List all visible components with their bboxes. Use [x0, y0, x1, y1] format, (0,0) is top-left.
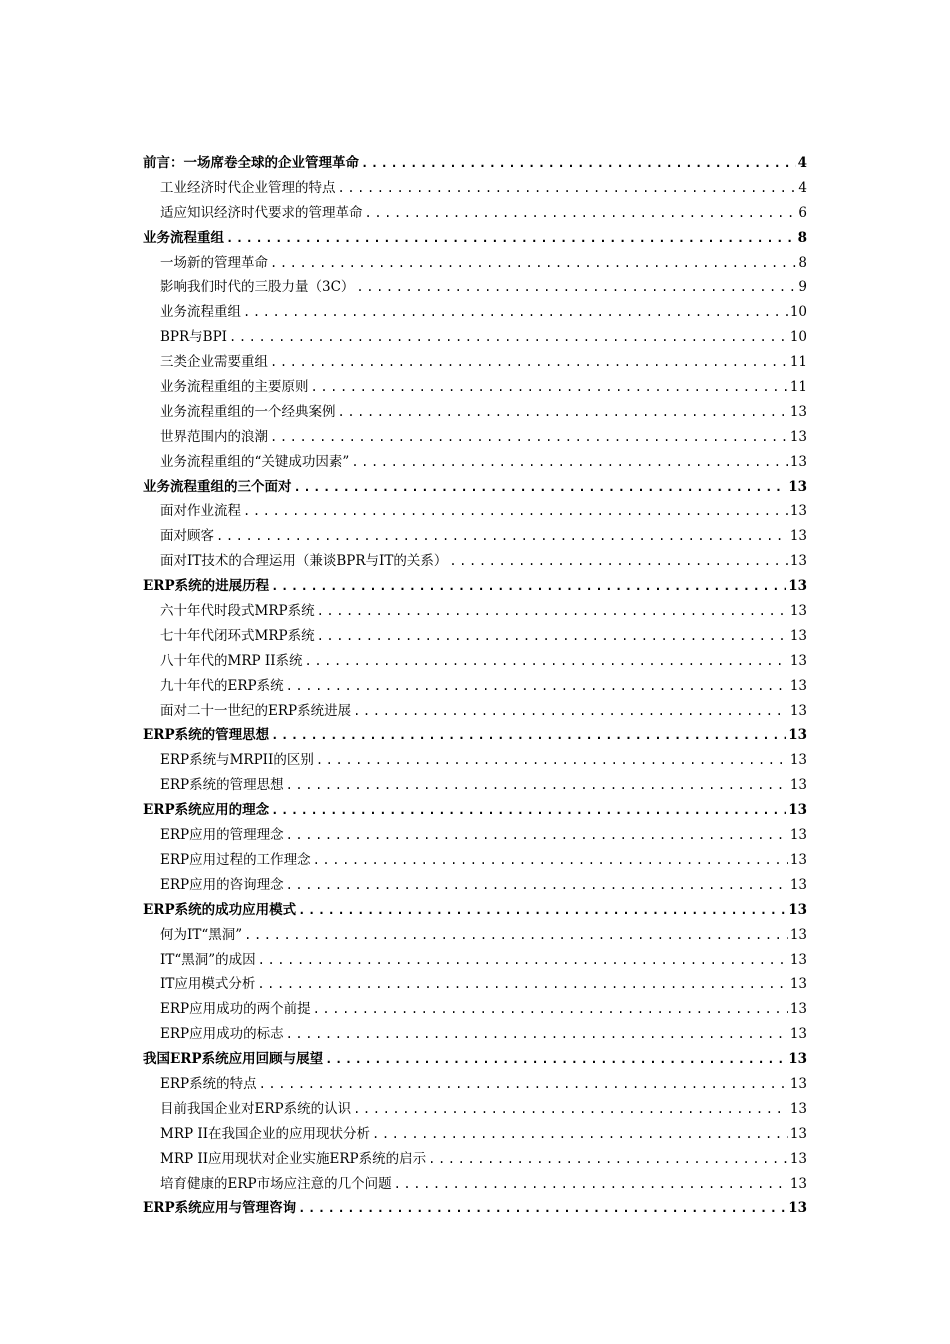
- toc-section-entry[interactable]: [143, 1172, 807, 1197]
- toc-entry-title: 面对顾客: [160, 528, 214, 545]
- toc-dot-leader: [353, 1097, 788, 1122]
- toc-page-number: 4: [797, 155, 807, 171]
- toc-section-entry[interactable]: [143, 1147, 807, 1172]
- toc-entry-title: 三类企业需要重组: [160, 354, 268, 371]
- toc-entry-title: ERP系统应用与管理咨询: [143, 1200, 297, 1217]
- toc-section-entry[interactable]: [143, 300, 807, 325]
- toc-entry-title: ERP应用成功的标志: [160, 1026, 284, 1043]
- toc-page-number: 13: [789, 827, 807, 844]
- toc-dot-leader: [313, 848, 788, 873]
- toc-page-number: 13: [789, 652, 807, 669]
- toc-page-number: 13: [789, 1125, 807, 1142]
- toc-dot-leader: [270, 350, 788, 375]
- toc-page-number: 4: [798, 179, 807, 196]
- toc-entry-title: ERP应用过程的工作理念: [160, 851, 311, 868]
- toc-chapter-entry[interactable]: [143, 151, 807, 176]
- toc-dot-leader: [317, 599, 788, 624]
- toc-dot-leader: [216, 524, 788, 549]
- toc-dot-leader: [325, 1047, 786, 1072]
- toc-entry-title: ERP系统的特点: [160, 1075, 257, 1092]
- toc-entry-title: 目前我国企业对ERP系统的认识: [160, 1100, 352, 1117]
- toc-page-number: 13: [789, 1150, 807, 1167]
- toc-page-number: 13: [789, 1026, 807, 1043]
- toc-entry-title: 七十年代闭环式MRP系统: [160, 627, 315, 644]
- toc-entry-title: 业务流程重组的一个经典案例: [160, 403, 336, 420]
- toc-section-entry[interactable]: [143, 325, 807, 350]
- toc-chapter-entry[interactable]: [143, 798, 807, 823]
- toc-dot-leader: [317, 624, 788, 649]
- toc-section-entry[interactable]: [143, 201, 807, 226]
- toc-section-entry[interactable]: [143, 599, 807, 624]
- toc-dot-leader: [428, 1147, 788, 1172]
- toc-chapter-entry[interactable]: [143, 898, 807, 923]
- toc-page-number: 9: [798, 279, 807, 296]
- toc-page-number: 13: [789, 976, 807, 993]
- toc-dot-leader: [259, 1072, 788, 1097]
- toc-entry-title: 何为IT“黑洞”: [160, 926, 243, 943]
- toc-entry-title: 面对作业流程: [160, 503, 241, 520]
- toc-section-entry[interactable]: [143, 997, 807, 1022]
- toc-dot-leader: [270, 251, 796, 276]
- toc-section-entry[interactable]: [143, 350, 807, 375]
- toc-page-number: 13: [789, 951, 807, 968]
- toc-entry-title: 适应知识经济时代要求的管理革命: [160, 204, 363, 221]
- toc-entry-title: 培育健康的ERP市场应注意的几个问题: [160, 1175, 392, 1192]
- toc-entry-title: 六十年代时段式MRP系统: [160, 603, 315, 620]
- toc-dot-leader: [449, 549, 787, 574]
- toc-dot-leader: [226, 226, 796, 251]
- toc-entry-title: 八十年代的MRP II系统: [160, 652, 303, 669]
- toc-entry-title: 九十年代的ERP系统: [160, 677, 284, 694]
- toc-entry-title: ERP应用的咨询理念: [160, 876, 284, 893]
- toc-entry-title: ERP系统与MRPII的区别: [160, 752, 314, 769]
- toc-dot-leader: [286, 873, 788, 898]
- toc-chapter-entry[interactable]: [143, 475, 807, 500]
- toc-section-entry[interactable]: [143, 773, 807, 798]
- toc-section-entry[interactable]: [143, 748, 807, 773]
- toc-entry-title: 业务流程重组的三个面对: [143, 478, 292, 495]
- toc-dot-leader: [270, 425, 788, 450]
- toc-entry-title: MRP II应用现状对企业实施ERP系统的启示: [160, 1150, 427, 1167]
- toc-section-entry[interactable]: [143, 375, 807, 400]
- toc-section-entry[interactable]: [143, 176, 807, 201]
- toc-entry-title: 工业经济时代企业管理的特点: [160, 179, 336, 196]
- toc-page-number: 8: [798, 254, 807, 271]
- toc-page-number: 11: [789, 354, 807, 371]
- toc-page-number: 13: [789, 1100, 807, 1117]
- toc-page-number: 13: [788, 578, 807, 595]
- toc-entry-title: 我国ERP系统应用回顾与展望: [143, 1051, 324, 1068]
- toc-page-number: 13: [789, 876, 807, 893]
- toc-dot-leader: [338, 176, 797, 201]
- toc-dot-leader: [229, 325, 788, 350]
- toc-section-entry[interactable]: [143, 972, 807, 997]
- toc-entry-title: ERP系统应用的理念: [143, 802, 270, 819]
- toc-section-entry[interactable]: [143, 649, 807, 674]
- toc-page-number: 13: [789, 528, 807, 545]
- toc-section-entry[interactable]: [143, 275, 807, 300]
- toc-chapter-entry[interactable]: [143, 1047, 807, 1072]
- toc-page-number: 13: [788, 901, 807, 918]
- toc-page-number: 13: [789, 453, 807, 470]
- toc-dot-leader: [257, 972, 787, 997]
- toc-page-number: 13: [788, 1051, 807, 1068]
- toc-page-number: 13: [789, 403, 807, 420]
- toc-section-entry[interactable]: [143, 674, 807, 699]
- toc-entry-title: BPR与BPI: [160, 329, 228, 346]
- toc-page-number: 13: [789, 1001, 807, 1018]
- toc-page-number: 13: [788, 727, 807, 744]
- toc-entry-title: 影响我们时代的三股力量（3C）: [160, 279, 355, 296]
- toc-dot-leader: [286, 773, 788, 798]
- toc-dot-leader: [243, 499, 788, 524]
- toc-entry-title: 面对二十一世纪的ERP系统进展: [160, 702, 352, 719]
- toc-chapter-entry[interactable]: [143, 226, 807, 251]
- toc-entry-title: IT应用模式分析: [160, 976, 256, 993]
- toc-dot-leader: [365, 201, 797, 226]
- toc-section-entry[interactable]: [143, 400, 807, 425]
- toc-page-number: 13: [789, 1075, 807, 1092]
- toc-section-entry[interactable]: [143, 499, 807, 524]
- toc-entry-title: ERP系统的管理思想: [160, 777, 284, 794]
- toc-page-number: 13: [789, 428, 807, 445]
- toc-page-number: 8: [797, 229, 807, 246]
- toc-section-entry[interactable]: [143, 251, 807, 276]
- toc-section-entry[interactable]: [143, 425, 807, 450]
- toc-page-number: 13: [788, 1200, 807, 1217]
- toc-entry-title: 一场新的管理革命: [160, 254, 268, 271]
- toc-page-number: 13: [789, 851, 807, 868]
- toc-entry-title: 业务流程重组的“关键成功因素”: [160, 453, 350, 470]
- toc-page-number: 13: [789, 752, 807, 769]
- toc-section-entry[interactable]: [143, 1097, 807, 1122]
- toc-dot-leader: [286, 1022, 788, 1047]
- toc-page-number: 13: [789, 553, 807, 570]
- toc-page-number: 13: [789, 1175, 807, 1192]
- toc-dot-leader: [271, 798, 786, 823]
- toc-dot-leader: [394, 1172, 788, 1197]
- toc-entry-title: ERP系统的进展历程: [143, 578, 270, 595]
- toc-section-entry[interactable]: [143, 823, 807, 848]
- toc-section-entry[interactable]: [143, 450, 807, 475]
- toc-entry-title: ERP应用的管理理念: [160, 827, 284, 844]
- toc-page-number: 13: [789, 627, 807, 644]
- toc-entry-title: 前言：一场席卷全球的企业管理革命: [143, 155, 359, 171]
- toc-entry-title: MRP II在我国企业的应用现状分析: [160, 1125, 371, 1142]
- toc-page-number: 13: [789, 777, 807, 794]
- toc-section-entry[interactable]: [143, 873, 807, 898]
- toc-dot-leader: [243, 300, 788, 325]
- toc-dot-leader: [311, 375, 788, 400]
- toc-page-number: 13: [789, 503, 807, 520]
- toc-page-number: 13: [789, 677, 807, 694]
- toc-dot-leader: [338, 400, 788, 425]
- toc-dot-leader: [271, 574, 786, 599]
- toc-section-entry[interactable]: [143, 948, 807, 973]
- toc-section-entry[interactable]: [143, 524, 807, 549]
- toc-dot-leader: [361, 151, 796, 176]
- toc-chapter-entry[interactable]: [143, 574, 807, 599]
- toc-page-number: 13: [789, 702, 807, 719]
- toc-page-number: 13: [788, 478, 807, 495]
- toc-dot-leader: [286, 674, 788, 699]
- toc-page-number: 10: [789, 304, 807, 321]
- toc-dot-leader: [244, 923, 788, 948]
- toc-dot-leader: [294, 475, 787, 500]
- toc-page-number: 6: [798, 204, 807, 221]
- toc-section-entry[interactable]: [143, 549, 807, 574]
- toc-section-entry[interactable]: [143, 624, 807, 649]
- toc-chapter-entry[interactable]: [143, 1196, 807, 1221]
- toc-section-entry[interactable]: [143, 1072, 807, 1097]
- toc-dot-leader: [372, 1122, 788, 1147]
- toc-page-number: 11: [789, 379, 807, 396]
- toc-section-entry[interactable]: [143, 848, 807, 873]
- toc-dot-leader: [298, 898, 786, 923]
- toc-dot-leader: [351, 450, 788, 475]
- toc-entry-title: 业务流程重组: [143, 229, 224, 246]
- toc-entry-title: ERP系统的成功应用模式: [143, 901, 297, 918]
- toc-section-entry[interactable]: [143, 1022, 807, 1047]
- toc-entry-title: 世界范围内的浪潮: [160, 428, 268, 445]
- toc-dot-leader: [271, 723, 786, 748]
- toc-page-number: 13: [789, 603, 807, 620]
- toc-dot-leader: [316, 748, 788, 773]
- toc-dot-leader: [353, 699, 788, 724]
- toc-entry-title: ERP应用成功的两个前提: [160, 1001, 311, 1018]
- toc-dot-leader: [305, 649, 788, 674]
- toc-dot-leader: [298, 1196, 786, 1221]
- toc-section-entry[interactable]: [143, 1122, 807, 1147]
- toc-entry-title: 业务流程重组的主要原则: [160, 379, 309, 396]
- toc-entry-title: IT“黑洞”的成因: [160, 951, 256, 968]
- toc-page-number: 13: [789, 926, 807, 943]
- toc-dot-leader: [258, 948, 788, 973]
- toc-page-number: 10: [789, 329, 807, 346]
- toc-entry-title: ERP系统的管理思想: [143, 727, 270, 744]
- table-of-contents: [143, 151, 807, 1221]
- toc-dot-leader: [286, 823, 788, 848]
- toc-dot-leader: [356, 275, 796, 300]
- toc-section-entry[interactable]: [143, 699, 807, 724]
- toc-chapter-entry[interactable]: [143, 723, 807, 748]
- toc-page-number: 13: [788, 802, 807, 819]
- toc-section-entry[interactable]: [143, 923, 807, 948]
- toc-entry-title: 业务流程重组: [160, 304, 241, 321]
- toc-entry-title: 面对IT技术的合理运用（兼谈BPR与IT的关系）: [160, 553, 448, 570]
- toc-dot-leader: [313, 997, 788, 1022]
